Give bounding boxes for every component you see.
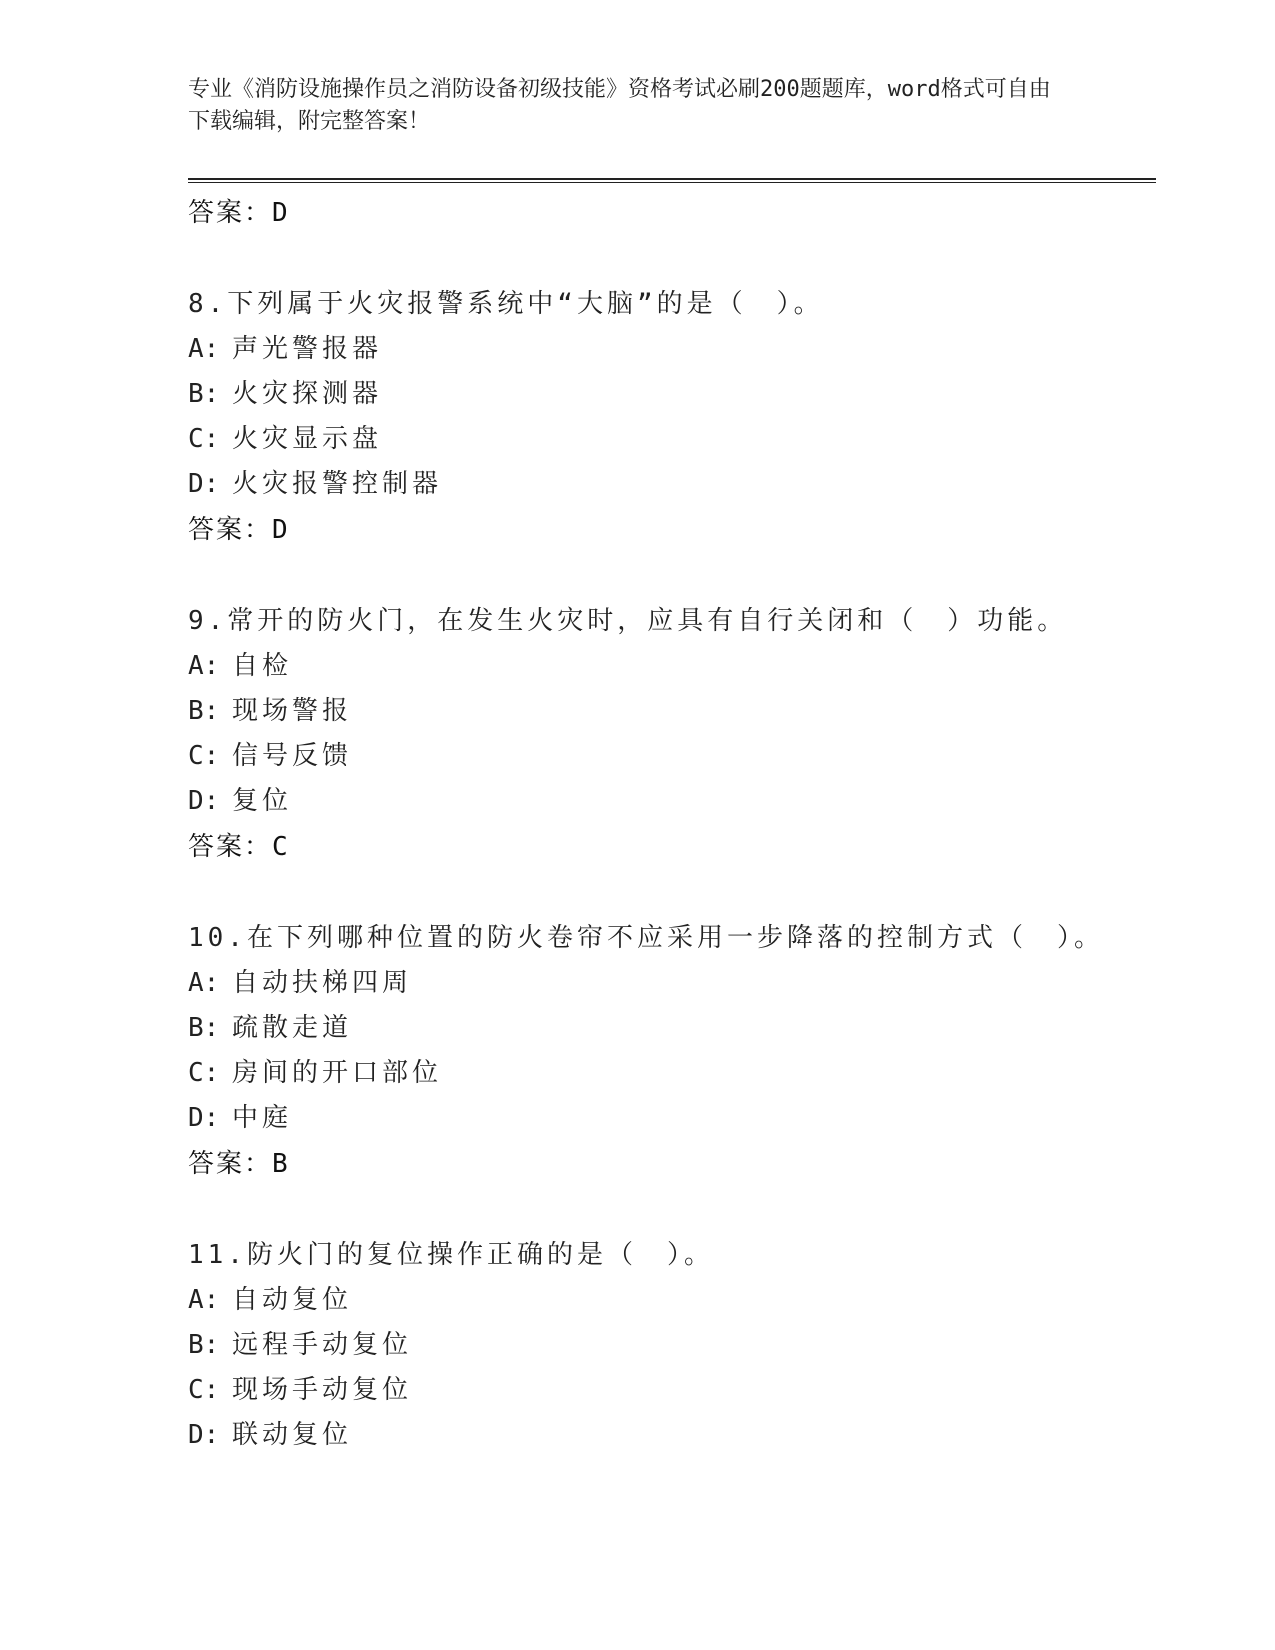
header-divider bbox=[188, 178, 1156, 184]
answer-value: D bbox=[272, 198, 290, 228]
spacer bbox=[188, 236, 1156, 281]
option-text: 中庭 bbox=[232, 1103, 293, 1133]
question-block bbox=[188, 281, 1156, 553]
option-key: A: bbox=[188, 968, 220, 998]
option-key: C: bbox=[188, 424, 220, 454]
option-b bbox=[188, 1006, 1156, 1051]
answer-label: 答案： bbox=[188, 832, 273, 862]
option-text: 联动复位 bbox=[232, 1420, 353, 1450]
answer-value: D bbox=[272, 515, 290, 545]
question-block bbox=[188, 598, 1156, 870]
document-title: 专业《消防设施操作员之消防设备初级技能》资格考试必刷200题题库，word格式可自由下载编辑，附完整答案！ bbox=[188, 77, 1051, 134]
spacer bbox=[188, 870, 1156, 915]
spacer bbox=[188, 1187, 1156, 1232]
answer-value: C bbox=[272, 832, 290, 862]
option-a bbox=[188, 644, 1156, 689]
answer-label: 答案： bbox=[188, 1149, 273, 1179]
option-key: B: bbox=[188, 1330, 220, 1360]
option-text: 疏散走道 bbox=[232, 1013, 353, 1043]
option-text: 自动复位 bbox=[232, 1285, 353, 1315]
option-key: B: bbox=[188, 696, 220, 726]
option-b bbox=[188, 689, 1156, 734]
option-text: 火灾显示盘 bbox=[232, 424, 383, 454]
question-block bbox=[188, 1232, 1156, 1458]
option-text: 火灾探测器 bbox=[232, 379, 383, 409]
option-key: D: bbox=[188, 786, 220, 816]
question-list bbox=[188, 190, 1156, 1458]
answer-line bbox=[188, 507, 1156, 553]
answer-line bbox=[188, 190, 1156, 236]
option-c bbox=[188, 417, 1156, 462]
option-key: C: bbox=[188, 741, 220, 771]
question-block bbox=[188, 915, 1156, 1187]
option-key: D: bbox=[188, 469, 220, 499]
option-key: A: bbox=[188, 651, 220, 681]
answer-label: 答案： bbox=[188, 198, 273, 228]
answer-line bbox=[188, 1141, 1156, 1187]
question-stem: 10.在下列哪种位置的防火卷帘不应采用一步降落的控制方式（ ）。 bbox=[188, 923, 1104, 953]
option-text: 现场警报 bbox=[232, 696, 353, 726]
option-a bbox=[188, 961, 1156, 1006]
option-text: 声光警报器 bbox=[232, 334, 383, 364]
option-text: 信号反馈 bbox=[232, 741, 353, 771]
option-text: 复位 bbox=[232, 786, 293, 816]
option-c bbox=[188, 1368, 1156, 1413]
document-header bbox=[188, 74, 1068, 138]
option-d bbox=[188, 1413, 1156, 1458]
question-stem: 11.防火门的复位操作正确的是（ ）。 bbox=[188, 1240, 714, 1270]
option-text: 现场手动复位 bbox=[232, 1375, 413, 1405]
option-key: B: bbox=[188, 379, 220, 409]
answer-line bbox=[188, 824, 1156, 870]
option-d bbox=[188, 1096, 1156, 1141]
option-a bbox=[188, 1278, 1156, 1323]
option-key: D: bbox=[188, 1103, 220, 1133]
option-key: A: bbox=[188, 334, 220, 364]
option-key: A: bbox=[188, 1285, 220, 1315]
option-text: 自动扶梯四周 bbox=[232, 968, 413, 998]
option-text: 火灾报警控制器 bbox=[232, 469, 443, 499]
option-key: D: bbox=[188, 1420, 220, 1450]
divider-thick-line bbox=[188, 178, 1156, 180]
option-key: B: bbox=[188, 1013, 220, 1043]
spacer bbox=[188, 553, 1156, 598]
option-d bbox=[188, 462, 1156, 507]
question-stem: 9.常开的防火门，在发生火灾时，应具有自行关闭和（ ）功能。 bbox=[188, 606, 1068, 636]
answer-value: B bbox=[272, 1149, 290, 1179]
option-c bbox=[188, 1051, 1156, 1096]
option-text: 自检 bbox=[232, 651, 293, 681]
option-a bbox=[188, 327, 1156, 372]
answer-label: 答案： bbox=[188, 515, 273, 545]
option-text: 远程手动复位 bbox=[232, 1330, 413, 1360]
option-key: C: bbox=[188, 1058, 220, 1088]
option-b bbox=[188, 1323, 1156, 1368]
option-d bbox=[188, 779, 1156, 824]
divider-thin-line bbox=[188, 182, 1156, 183]
option-text: 房间的开口部位 bbox=[232, 1058, 443, 1088]
question-stem: 8.下列属于火灾报警系统中“大脑”的是（ ）。 bbox=[188, 289, 824, 319]
option-c bbox=[188, 734, 1156, 779]
option-b bbox=[188, 372, 1156, 417]
option-key: C: bbox=[188, 1375, 220, 1405]
